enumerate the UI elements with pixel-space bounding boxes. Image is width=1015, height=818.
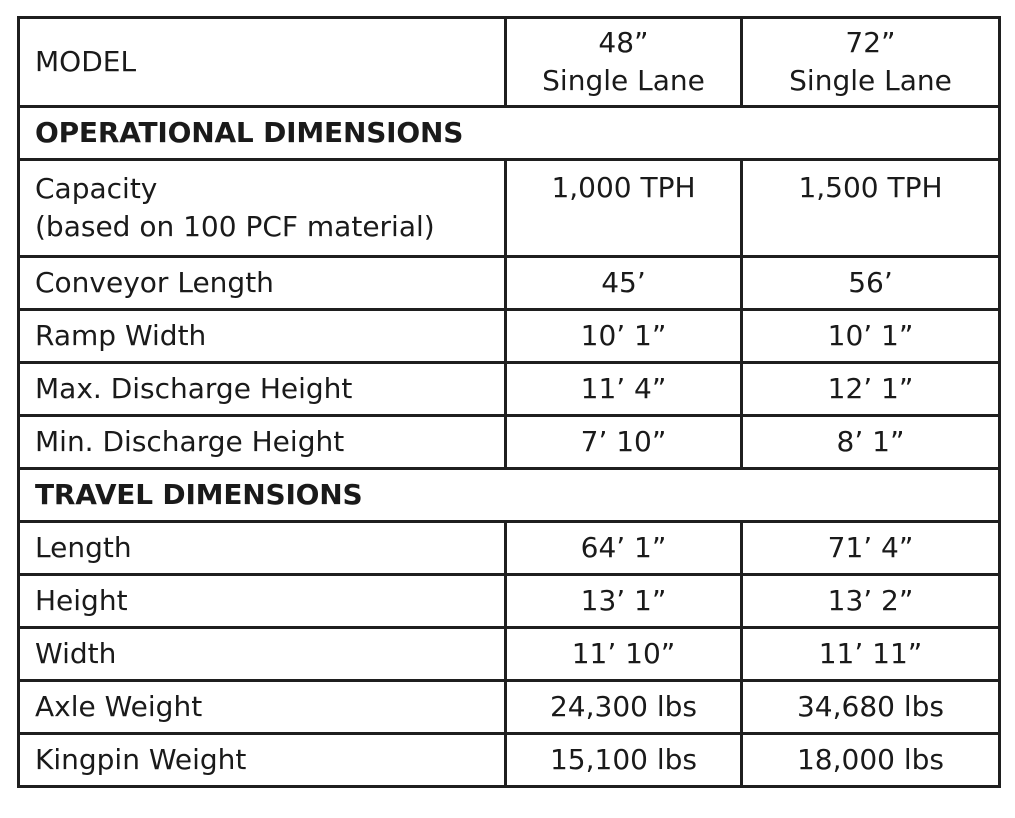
model-lane: Single Lane: [789, 64, 952, 97]
cell-value-72: 8’ 1”: [742, 416, 1000, 469]
table-row: [19, 416, 1000, 469]
table-row: [19, 628, 1000, 681]
table-row: [19, 363, 1000, 416]
section-title-travel: TRAVEL DIMENSIONS: [19, 469, 1000, 522]
table-row: [19, 734, 1000, 787]
cell-value-48: 64’ 1”: [506, 522, 742, 575]
model-lane: Single Lane: [542, 64, 705, 97]
row-label: Capacity: [35, 172, 158, 205]
table-row: [19, 257, 1000, 310]
section-header-row: [19, 107, 1000, 160]
cell-value-48: 45’: [506, 257, 742, 310]
cell-value-72: 56’: [742, 257, 1000, 310]
table-row: [19, 310, 1000, 363]
cell-value-48: 15,100 lbs: [506, 734, 742, 787]
row-label: Width: [19, 628, 506, 681]
model-column-72: [742, 18, 1000, 107]
section-title-operational: OPERATIONAL DIMENSIONS: [19, 107, 1000, 160]
row-label: Max. Discharge Height: [19, 363, 506, 416]
cell-value-72: 13’ 2”: [742, 575, 1000, 628]
cell-value-72: 18,000 lbs: [742, 734, 1000, 787]
row-label: Axle Weight: [19, 681, 506, 734]
spec-table: [17, 16, 1001, 788]
cell-value-48: 11’ 4”: [506, 363, 742, 416]
cell-value-48: 10’ 1”: [506, 310, 742, 363]
row-label: Ramp Width: [19, 310, 506, 363]
cell-value-48: 1,000 TPH: [506, 160, 742, 257]
row-label: Conveyor Length: [19, 257, 506, 310]
cell-value-48: 24,300 lbs: [506, 681, 742, 734]
model-size: 72”: [845, 26, 896, 59]
table-row: [19, 522, 1000, 575]
cell-value-72: 12’ 1”: [742, 363, 1000, 416]
cell-value-72: 1,500 TPH: [742, 160, 1000, 257]
row-label: Length: [19, 522, 506, 575]
model-header-label: MODEL: [19, 18, 506, 107]
cell-value-72: 71’ 4”: [742, 522, 1000, 575]
row-label: Height: [19, 575, 506, 628]
table-row: [19, 575, 1000, 628]
table-row: [19, 681, 1000, 734]
section-header-row: [19, 469, 1000, 522]
table-header-row: [19, 18, 1000, 107]
cell-value-48: 13’ 1”: [506, 575, 742, 628]
row-label: Kingpin Weight: [19, 734, 506, 787]
row-label: Min. Discharge Height: [19, 416, 506, 469]
model-size: 48”: [598, 26, 649, 59]
row-sublabel: (based on 100 PCF material): [35, 210, 435, 243]
model-column-48: [506, 18, 742, 107]
row-label-capacity: [19, 160, 506, 257]
cell-value-48: 7’ 10”: [506, 416, 742, 469]
cell-value-72: 34,680 lbs: [742, 681, 1000, 734]
table-row: [19, 160, 1000, 257]
cell-value-48: 11’ 10”: [506, 628, 742, 681]
cell-value-72: 10’ 1”: [742, 310, 1000, 363]
cell-value-72: 11’ 11”: [742, 628, 1000, 681]
